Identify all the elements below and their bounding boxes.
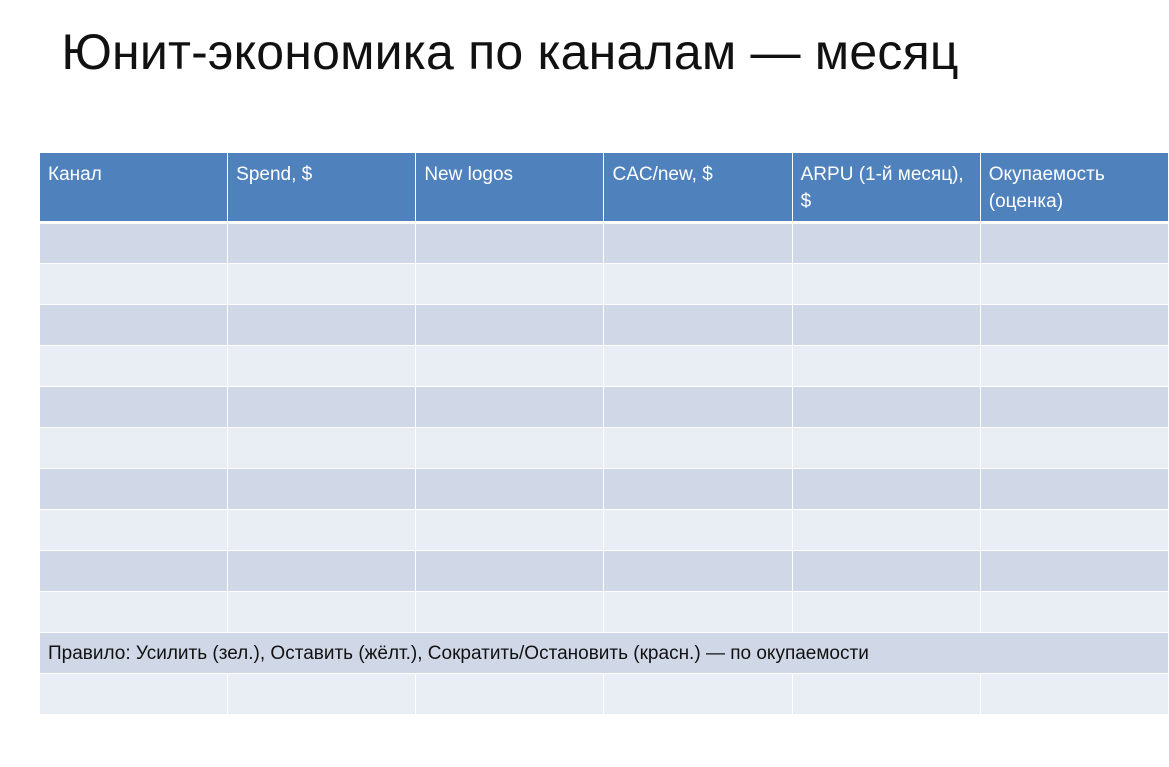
table-cell[interactable] [228,674,416,715]
table-cell[interactable] [980,592,1168,633]
table-cell[interactable] [40,551,228,592]
table-cell[interactable] [416,346,604,387]
table-cell[interactable] [416,305,604,346]
table-cell[interactable] [792,346,980,387]
table-cell[interactable] [792,264,980,305]
table-row [40,346,1169,387]
header-cac: CAC/new, $ [604,153,792,223]
table-cell[interactable] [416,428,604,469]
table-cell[interactable] [980,428,1168,469]
header-channel: Канал [40,153,228,223]
table-cell[interactable] [604,223,792,264]
table-cell[interactable] [416,551,604,592]
header-spend: Spend, $ [228,153,416,223]
table-row [40,305,1169,346]
table-cell[interactable] [40,305,228,346]
table-cell[interactable] [604,264,792,305]
table-cell[interactable] [980,223,1168,264]
table-cell[interactable] [604,428,792,469]
table-cell[interactable] [228,469,416,510]
header-new-logos: New logos [416,153,604,223]
table-cell[interactable] [792,510,980,551]
table-cell[interactable] [604,592,792,633]
table-row [40,510,1169,551]
table-row [40,674,1169,715]
table-cell[interactable] [792,305,980,346]
header-payback: Окупаемость (оценка) [980,153,1168,223]
table-cell[interactable] [416,592,604,633]
table-header-row [40,153,1169,223]
table-cell[interactable] [228,387,416,428]
table-cell[interactable] [604,674,792,715]
table-cell[interactable] [604,305,792,346]
table-cell[interactable] [40,223,228,264]
table-row [40,551,1169,592]
table-cell[interactable] [792,428,980,469]
table-cell[interactable] [980,264,1168,305]
table-cell[interactable] [228,305,416,346]
table-cell[interactable] [228,223,416,264]
table-cell[interactable] [228,346,416,387]
table-cell[interactable] [792,674,980,715]
table-cell[interactable] [40,264,228,305]
table-cell[interactable] [416,223,604,264]
table-cell[interactable] [604,469,792,510]
table-cell[interactable] [792,223,980,264]
table-cell[interactable] [792,387,980,428]
table-cell[interactable] [980,551,1168,592]
table-cell[interactable] [40,674,228,715]
table-cell[interactable] [980,674,1168,715]
table-cell[interactable] [980,305,1168,346]
table-cell[interactable] [604,346,792,387]
table-cell[interactable] [980,469,1168,510]
table-row [40,264,1169,305]
table-cell[interactable] [228,510,416,551]
table-row [40,387,1169,428]
table-cell[interactable] [228,551,416,592]
table-cell[interactable] [40,592,228,633]
table-cell[interactable] [792,551,980,592]
table-cell[interactable] [228,592,416,633]
table-row [40,428,1169,469]
slide-title: Юнит-экономика по каналам — месяц [61,24,959,80]
table-cell[interactable] [40,469,228,510]
header-arpu: ARPU (1-й месяц), $ [792,153,980,223]
table-cell[interactable] [228,264,416,305]
table-row [40,592,1169,633]
table-row [40,469,1169,510]
table-row [40,223,1169,264]
table-cell[interactable] [980,510,1168,551]
table-cell[interactable] [416,674,604,715]
table-cell[interactable] [416,264,604,305]
table-cell[interactable] [604,387,792,428]
table-cell[interactable] [416,387,604,428]
table-cell[interactable] [40,346,228,387]
table-cell[interactable] [40,510,228,551]
channel-unit-economics-table [39,152,1105,718]
table-cell[interactable] [228,428,416,469]
table-cell[interactable] [40,387,228,428]
table-cell[interactable] [40,428,228,469]
table-cell[interactable] [604,551,792,592]
table-cell[interactable] [980,346,1168,387]
table-cell[interactable] [416,469,604,510]
table-cell[interactable] [604,510,792,551]
table-cell[interactable] [416,510,604,551]
table-cell[interactable] [792,592,980,633]
table-cell[interactable] [980,387,1168,428]
rule-note[interactable]: Правило: Усилить (зел.), Оставить (жёлт.), Сократить/Остановить (красн.) — по окупаемости [40,633,1169,674]
rule-row [40,633,1169,674]
table-cell[interactable] [792,469,980,510]
